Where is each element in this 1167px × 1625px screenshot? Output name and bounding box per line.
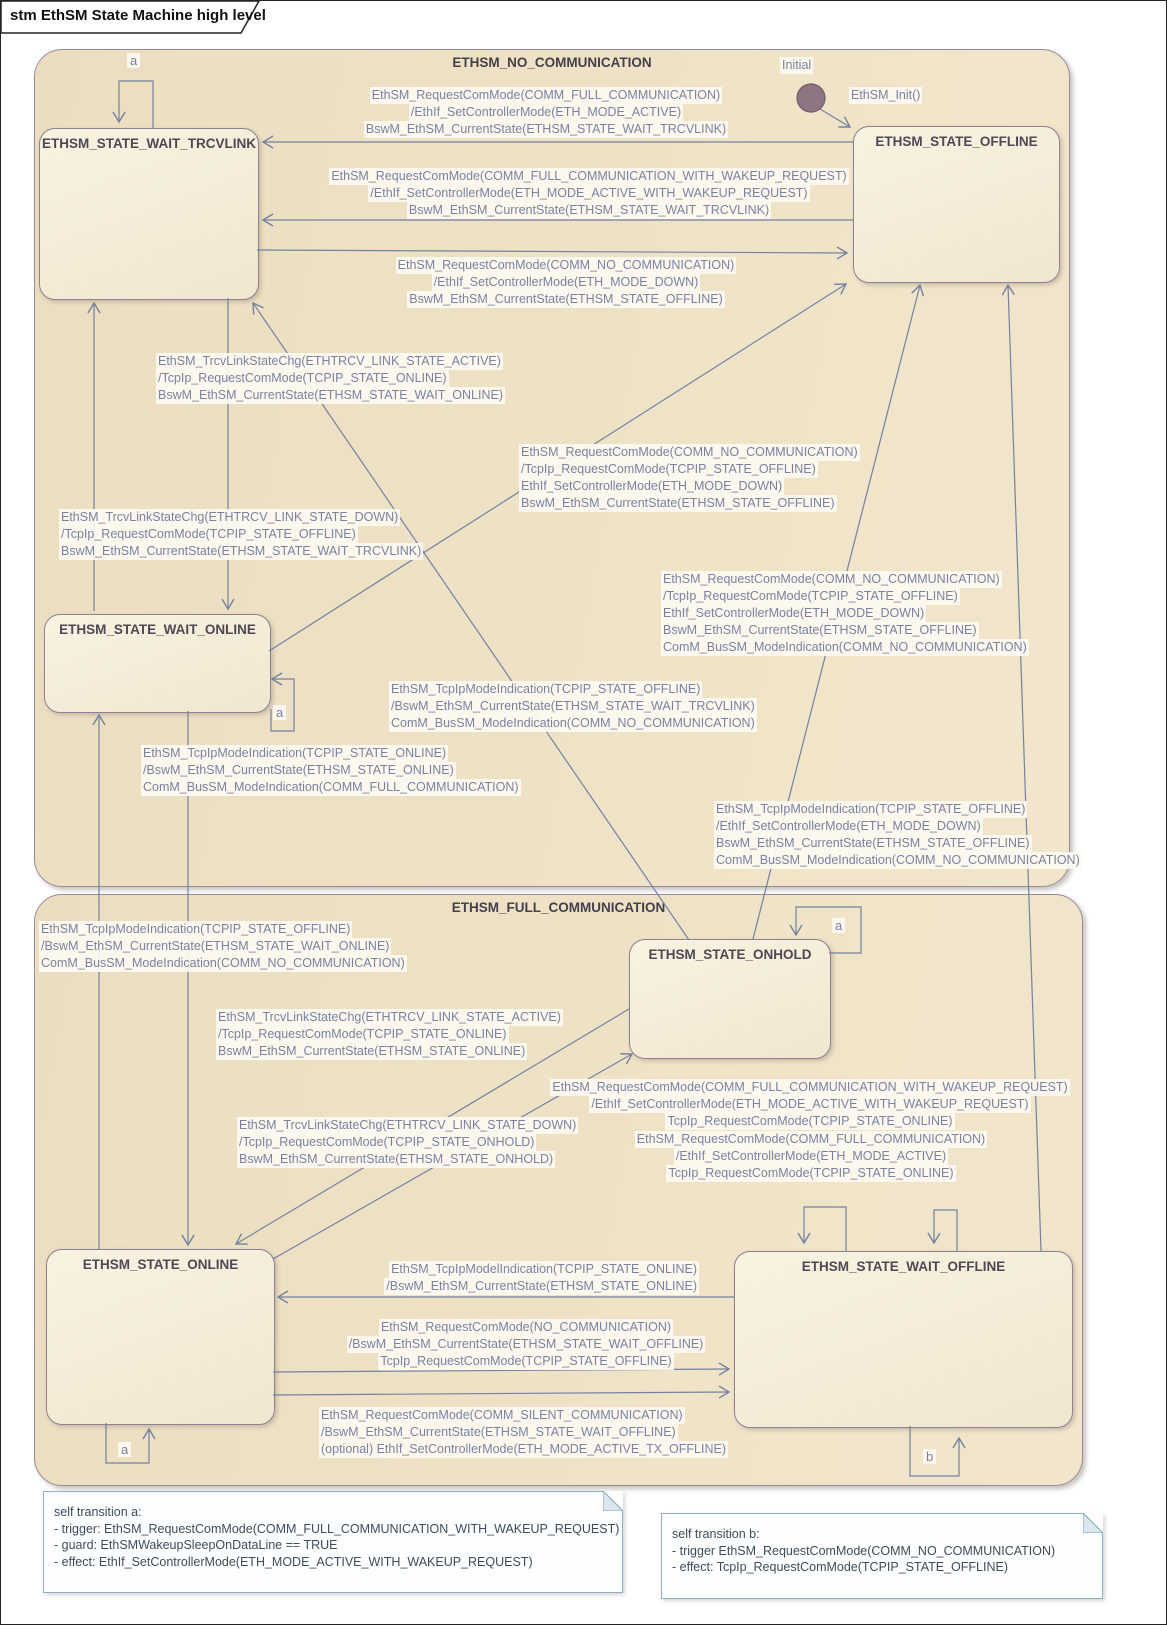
transition-label [519,444,860,512]
label-line: /TcpIp_RequestComMode(TCPIP_STATE_ONHOLD) [239,1135,535,1149]
transition-label [306,1319,746,1370]
label-line: - effect: TcpIp_RequestComMode(TCPIP_STATE_OFFLINE) [672,1560,1008,1574]
state-title: ETHSM_STATE_WAIT_OFFLINE [801,1259,1006,1274]
label-line: BswM_EthSM_CurrentState(ETHSM_STATE_WAIT_TRCVLINK) [61,544,422,558]
label-line: /EthIf_SetControllerMode(ETH_MODE_ACTIVE_WITH_WAKEUP_REQUEST) [370,186,808,200]
label-line: EthSM_TcpIpModeIndication(TCPIP_STATE_OFFLINE) [391,682,701,696]
label-line: - trigger EthSM_RequestComMode(COMM_NO_COMMUNICATION) [672,1543,1056,1558]
transition-label [460,1079,1160,1130]
label-line: BswM_EthSM_CurrentState(ETHSM_STATE_ONLINE) [218,1044,526,1058]
label-line: /BswM_EthSM_CurrentState(ETHSM_STATE_WAIT_TRCVLINK) [391,699,755,713]
label-line: - effect: EthIf_SetControllerMode(ETH_MODE_ACTIVE_WITH_WAKEUP_REQUEST) [54,1554,533,1569]
transition-label [319,1261,699,1295]
label-line: EthSM_TrcvLinkStateChg(ETHTRCV_LINK_STATE_ACTIVE) [158,354,501,368]
label-line: EthSM_RequestComMode(COMM_FULL_COMMUNICATION) [636,1132,986,1146]
label-line: - trigger: EthSM_RequestComMode(COMM_FULL_COMMUNICATION_WITH_WAKEUP_REQUEST) [54,1521,620,1536]
label-line: TcpIp_RequestComMode(TCPIP_STATE_OFFLINE) [380,1354,672,1368]
transition-label [59,509,423,560]
label-line: EthSM_TrcvLinkStateChg(ETHTRCV_LINK_STATE_DOWN) [239,1118,577,1132]
state-onhold[interactable] [629,939,831,1059]
note-self-transition-b[interactable] [661,1513,1103,1599]
transition-label [39,921,407,972]
transition-label [216,1009,563,1060]
label-line: /EthIf_SetControllerMode(ETH_MODE_DOWN) [716,819,981,833]
label-line: EthSM_RequestComMode(NO_COMMUNICATION) [380,1320,672,1334]
transition-label [246,87,846,138]
label-line: BswM_EthSM_CurrentState(ETHSM_STATE_OFFLINE) [663,623,977,637]
state-online[interactable] [46,1249,275,1425]
state-wait-trcvlink[interactable] [39,128,259,300]
label-line: TcpIp_RequestComMode(TCPIP_STATE_ONLINE) [668,1166,954,1180]
self-transition-b-label: b [923,1449,936,1464]
label-line: EthSM_TcpIpModeIndication(TCPIP_STATE_ONLINE) [143,746,447,760]
label-line: BswM_EthSM_CurrentState(ETHSM_STATE_OFFLINE) [409,292,723,306]
note-fold-icon [1083,1513,1103,1533]
transition-label [714,801,1082,869]
state-wait-offline[interactable] [734,1251,1073,1428]
label-line: EthIf_SetControllerMode(ETH_MODE_DOWN) [663,606,925,620]
frame-title: stm EthSM State Machine high level [10,7,266,24]
initial-label [780,57,813,74]
label-line: BswM_EthSM_CurrentState(ETHSM_STATE_OFFLINE) [716,836,1030,850]
self-transition-a-label: a [118,1442,131,1457]
transition-label [266,257,866,308]
label-line: /TcpIp_RequestComMode(TCPIP_STATE_ONLINE) [218,1027,507,1041]
label-line: EthSM_TcpIpModeIndication(TCPIP_STATE_OFFLINE) [716,802,1026,816]
note-fold-icon [603,1491,623,1511]
label-line: ComM_BusSM_ModeIndication(COMM_FULL_COMMUNICATION) [143,780,519,794]
label-line: /BswM_EthSM_CurrentState(ETHSM_STATE_ONLINE) [143,763,454,777]
note-text [662,1514,1102,1576]
state-title: ETHSM_STATE_ONHOLD [648,947,812,962]
note-text [44,1492,622,1570]
label-line: EthSM_TrcvLinkStateChg(ETHTRCV_LINK_STATE_DOWN) [61,510,399,524]
initial-effect-label [849,87,922,104]
label-line: BswM_EthSM_CurrentState(ETHSM_STATE_ONHOLD) [239,1152,554,1166]
label-line: EthSM_RequestComMode(COMM_FULL_COMMUNICATION) [371,88,721,102]
label-line: EthSM_TcpIpModeIndication(TCPIP_STATE_OFFLINE) [41,922,351,936]
frame-title-tab [1,1,266,34]
label-line: /EthIf_SetControllerMode(ETH_MODE_ACTIVE_WITH_WAKEUP_REQUEST) [591,1097,1029,1111]
state-wait-online[interactable] [44,614,271,713]
label-line: ComM_BusSM_ModeIndication(COMM_NO_COMMUNICATION) [391,716,755,730]
transition-label [156,353,505,404]
composite-title: ETHSM_FULL_COMMUNICATION [451,900,666,915]
label-line: /TcpIp_RequestComMode(TCPIP_STATE_OFFLINE) [521,462,816,476]
label-line: EthSM_RequestComMode(COMM_SILENT_COMMUNICATION) [321,1408,683,1422]
label-line: EthSM_RequestComMode(COMM_FULL_COMMUNICATION_WITH_WAKEUP_REQUEST) [552,1080,1068,1094]
label-line: EthSM_Init() [851,88,921,102]
transition-label [319,1407,728,1458]
label-line: self transition a: [54,1505,142,1519]
label-line: self transition b: [672,1527,760,1541]
label-line: /TcpIp_RequestComMode(TCPIP_STATE_OFFLINE) [663,589,958,603]
transition-label [239,168,939,219]
label-line: /TcpIp_RequestComMode(TCPIP_STATE_ONLINE) [158,371,447,385]
state-title: ETHSM_STATE_ONLINE [82,1257,239,1272]
transition-label [389,681,757,732]
label-line: /EthIf_SetControllerMode(ETH_MODE_ACTIVE) [675,1149,947,1163]
label-line: /BswM_EthSM_CurrentState(ETHSM_STATE_ONLINE) [386,1279,697,1293]
transition-label [511,1131,1111,1182]
label-line: BswM_EthSM_CurrentState(ETHSM_STATE_WAIT_TRCVLINK) [408,203,770,217]
label-line: ComM_BusSM_ModeIndication(COMM_NO_COMMUNICATION) [716,853,1080,867]
label-line: EthSM_RequestComMode(COMM_NO_COMMUNICATION) [397,258,735,272]
label-line: /TcpIp_RequestComMode(TCPIP_STATE_OFFLINE) [61,527,356,541]
note-self-transition-a[interactable] [43,1491,623,1593]
label-line: Initial [782,58,812,72]
label-line: /EthIf_SetControllerMode(ETH_MODE_ACTIVE) [410,105,682,119]
self-transition-a-label: a [832,918,845,933]
self-transition-a-label: a [127,53,140,68]
label-line: /BswM_EthSM_CurrentState(ETHSM_STATE_WAIT_OFFLINE) [348,1337,704,1351]
label-line: /BswM_EthSM_CurrentState(ETHSM_STATE_WAIT_ONLINE) [41,939,390,953]
label-line: /EthIf_SetControllerMode(ETH_MODE_DOWN) [433,275,699,289]
label-line: TcpIp_RequestComMode(TCPIP_STATE_ONLINE) [667,1114,953,1128]
label-line: EthIf_SetControllerMode(ETH_MODE_DOWN) [521,479,783,493]
label-line: EthSM_TrcvLinkStateChg(ETHTRCV_LINK_STATE_ACTIVE) [218,1010,561,1024]
state-title: ETHSM_STATE_WAIT_TRCVLINK [41,136,256,151]
transition-label [141,745,521,796]
transition-label [661,571,1029,656]
label-line: BswM_EthSM_CurrentState(ETHSM_STATE_OFFLINE) [521,496,835,510]
label-line: EthSM_RequestComMode(COMM_NO_COMMUNICATION) [521,445,858,459]
label-line: ComM_BusSM_ModeIndication(COMM_NO_COMMUNICATION) [663,640,1027,654]
state-title: ETHSM_STATE_OFFLINE [875,134,1038,149]
label-line: /BswM_EthSM_CurrentState(ETHSM_STATE_WAIT_OFFLINE) [321,1425,676,1439]
self-transition-a-label: a [273,705,286,720]
label-line: EthSM_TcpIpModelIndication(TCPIP_STATE_ONLINE) [391,1262,697,1276]
label-line: BswM_EthSM_CurrentState(ETHSM_STATE_WAIT_TRCVLINK) [365,122,727,136]
label-line: EthSM_RequestComMode(COMM_NO_COMMUNICATION) [663,572,1000,586]
label-line: (optional) EthIf_SetControllerMode(ETH_MODE_ACTIVE_TX_OFFLINE) [321,1442,726,1456]
label-line: - guard: EthSMWakeupSleepOnDataLine == TRUE [54,1538,338,1552]
label-line: BswM_EthSM_CurrentState(ETHSM_STATE_WAIT_ONLINE) [158,388,503,402]
state-title: ETHSM_STATE_WAIT_ONLINE [59,622,256,637]
label-line: EthSM_RequestComMode(COMM_FULL_COMMUNICATION_WITH_WAKEUP_REQUEST) [331,169,847,183]
label-line: ComM_BusSM_ModeIndication(COMM_NO_COMMUNICATION) [41,956,405,970]
composite-title: ETHSM_NO_COMMUNICATION [452,55,652,70]
